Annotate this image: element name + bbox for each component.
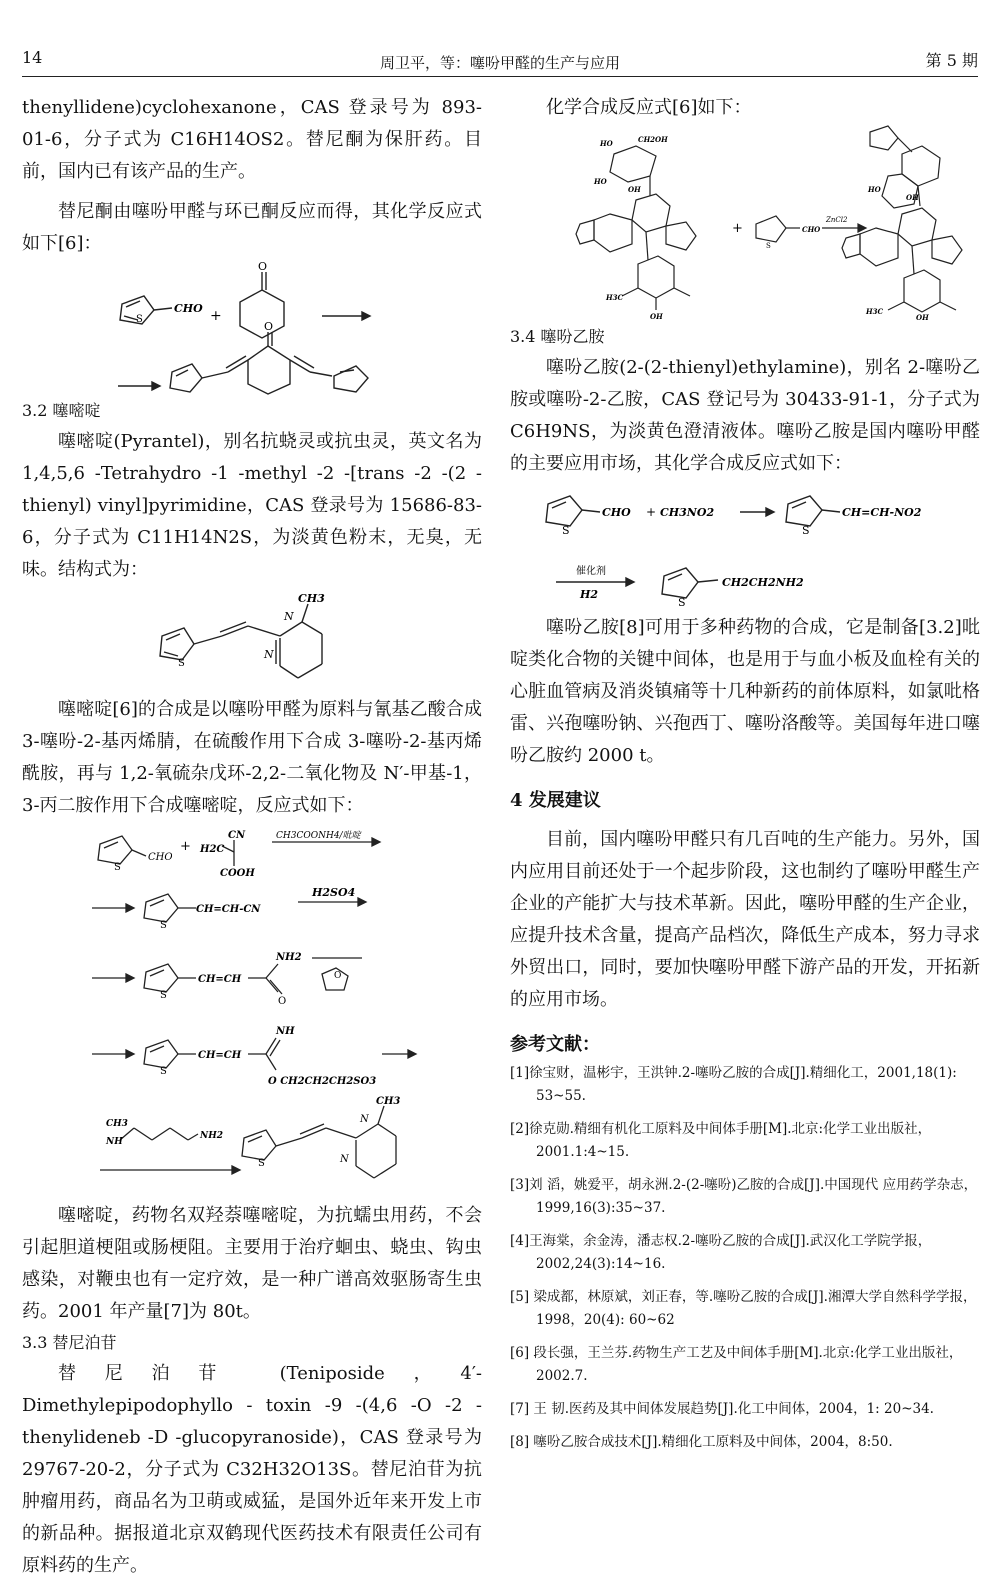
paragraph: 替尼泊苷 (Teniposide，4′-Dimethylepipodophyllo - toxin -9 -(4,6 -O -2 -thenylideneb -D -glucopyranoside)，CAS 登录号为 29767-20-2，分子式为 C32H32O13S。替尼泊苷为抗肿瘤用药，商品名为卫萌或威猛，是国外近年来开发上市的新品种。据报道北京双鹤现代医药技术有限责任公司有原料药的生产。 — [22, 1363, 482, 1576]
s-label: S — [766, 242, 771, 250]
scheme-drawing — [22, 260, 482, 396]
cn-label: CN — [228, 830, 246, 841]
left-column — [22, 92, 482, 1582]
reference-item: [7] 王 韧.医药及其中间体发展趋势[J].化工中间体，2004，1: 20~34. — [510, 1401, 934, 1417]
reaction-scheme-thienylethylamine — [510, 480, 980, 612]
reaction-scheme-teniodone — [22, 260, 482, 396]
reference-item: [8] 噻吩乙胺合成技术[J].精细化工原料及中间体，2004，8:50. — [510, 1434, 893, 1450]
plus-sign: + — [732, 221, 743, 236]
ch2ch2nh2-label: CH2CH2NH2 — [722, 576, 804, 589]
n-label: N — [264, 648, 274, 661]
section-heading-3-3: 3.3 替尼泊苷 — [22, 1333, 117, 1352]
structure-drawing — [22, 586, 482, 694]
o-label: O — [264, 320, 274, 333]
ch-cn-label: CH=CH-CN — [196, 904, 261, 915]
oh-label: OH — [906, 193, 919, 202]
ho-label: HO — [600, 139, 613, 148]
s-label: S — [160, 1066, 167, 1077]
h3c-label: H3C — [606, 293, 624, 302]
h2-label: H2 — [580, 588, 599, 601]
oh-label: OH — [650, 312, 663, 320]
o-label: O — [334, 971, 342, 981]
oh-label: OH — [628, 185, 641, 194]
paragraph: 目前，国内噻吩甲醛只有几百吨的生产能力。另外，国内应用目前还处于一个起步阶段，这也制约了噻吩甲醛生产企业的产能扩大与技术革新。因此，噻吩甲醛的生产企业，应提升技术含量，提高产品档次，降低生产成本，努力寻求外贸出口，同时，要加快噻吩甲醛下游产品的开发，开拓新的应用市场。 — [510, 829, 980, 1010]
scheme-drawing — [510, 480, 980, 612]
paragraph: 噻嘧啶，药物名双羟萘噻嘧啶，为抗蠕虫用药，不会引起胆道梗阻或肠梗阻。主要用于治疗蛔虫、蛲虫、钩虫感染，对鞭虫也有一定疗效，是一种广谱高效驱肠寄生虫药。2001 年产量[7]为 80t。 — [22, 1205, 482, 1322]
reference-item: [5] 梁成都，林原斌，刘正春，等.噻吩乙胺的合成[J].湘潭大学自然科学学报，1998，20(4): 60~62 — [510, 1289, 977, 1328]
issue-number: 第 5 期 — [925, 51, 978, 70]
cooh-label: COOH — [220, 868, 255, 879]
ch3-label: CH3 — [376, 1096, 401, 1107]
plus-sign: + — [210, 308, 222, 324]
paragraph: 噻嘧啶[6]的合成是以噻吩甲醛为原料与氰基乙酸合成 3-噻吩-2-基丙烯腈，在硫酸作用下合成 3-噻吩-2-基丙烯酰胺，再与 1,2-氧硫杂戊环-2,2-二氧化物及 N′-甲基-1，3-丙二胺作用下合成噻嘧啶，反应式如下： — [22, 699, 482, 816]
reference-list — [510, 1062, 980, 1454]
ch3-label: CH3 — [298, 592, 325, 605]
reagent-label: CH3COONH4/吡啶 — [276, 831, 361, 841]
h2c-label: H2C — [200, 844, 225, 855]
n-label: N — [284, 610, 294, 623]
o-label: O — [278, 996, 287, 1007]
plus-sign: + — [646, 505, 657, 519]
s-label: S — [802, 524, 810, 537]
cho-label: CHO — [174, 302, 203, 315]
reference-item: [6] 段长强，王兰芬.药物生产工艺及中间体手册[M].北京:化学工业出版社，2002.7. — [510, 1345, 963, 1384]
s-label: S — [160, 920, 167, 931]
ch3-label: CH3 — [106, 1119, 128, 1129]
cho-label: CHO — [802, 225, 821, 234]
ch-ch-label: CH=CH — [198, 974, 242, 985]
n-label: N — [340, 1154, 349, 1165]
s-label: S — [678, 596, 686, 609]
running-title: 周卫平，等：噻吩甲醛的生产与应用 — [379, 54, 620, 72]
reference-item: [4]王海棠，余金涛，潘志权.2-噻吩乙胺的合成[J].武汉化工学院学报，2002,24(3):14~16. — [510, 1233, 932, 1272]
ch-ch-label: CH=CH — [198, 1050, 242, 1061]
h3c-label: H3C — [866, 307, 884, 316]
zncl2-label: ZnCl2 — [826, 216, 848, 224]
sulfonate-label: O CH2CH2CH2SO3 — [268, 1076, 377, 1087]
nh-label: NH — [276, 1026, 295, 1037]
s-label: S — [114, 862, 121, 873]
ch-ch-no2-label: CH=CH-NO2 — [842, 506, 922, 519]
nh2-label: NH2 — [276, 952, 302, 963]
reaction-scheme-pyrantel — [22, 828, 482, 1200]
paragraph: 噻嘧啶(Pyrantel)，别名抗蛲灵或抗虫灵，英文名为 1,4,5,6 -Tetrahydro -1 -methyl -2 -[trans -2 -(2 -thienyl) vinyl]pyrimidine，CAS 登录号为 15686-83-6，分子式为 C11H14N2S，为淡黄色粉末，无臭，无味。结构式为： — [22, 431, 482, 580]
catalyst-label: 催化剂 — [576, 566, 606, 577]
oh-label: OH — [916, 313, 929, 320]
s-label: S — [562, 524, 570, 537]
cho-label: CHO — [602, 506, 631, 519]
paragraph: 替尼酮由噻吩甲醛与环已酮反应而得，其化学反应式如下[6]： — [22, 201, 482, 254]
page-number: 14 — [22, 48, 43, 67]
s-label: S — [178, 658, 185, 669]
reference-item: [1]徐宝财，温彬宇，王洪钟.2-噻吩乙胺的合成[J].精细化工，2001,18(1): 53~55. — [510, 1065, 957, 1104]
n-label: N — [360, 1114, 369, 1125]
scheme-drawing — [22, 828, 482, 1200]
reaction-scheme-teniposide — [510, 124, 980, 320]
reference-item: [3]刘 滔，姚爱平，胡永洲.2-(2-噻吩)乙胺的合成[J].中国现代 应用药学杂志，1999,16(3):35~37. — [510, 1177, 978, 1216]
section-heading-3-4: 3.4 噻吩乙胺 — [510, 327, 605, 346]
ch3no2-label: CH3NO2 — [660, 506, 715, 519]
nh2-label: NH2 — [200, 1131, 223, 1141]
section-heading-3-2: 3.2 噻嘧啶 — [22, 401, 101, 420]
o-label: O — [258, 260, 268, 273]
s-label: S — [160, 990, 167, 1001]
s-label: S — [136, 314, 143, 325]
scheme-drawing — [510, 124, 980, 320]
reference-item: [2]徐克勋.精细有机化工原料及中间体手册[M].北京:化学工业出版社，2001.1:4~15. — [510, 1121, 932, 1160]
paragraph: 噻吩乙胺(2-(2-thienyl)ethylamine)，别名 2-噻吩乙胺或噻吩-2-乙胺，CAS 登记号为 30433-91-1，分子式为 C6H9NS，为淡黄色澄清液体。噻吩乙胺是国内噻吩甲醛的主要应用市场，其化学合成反应式如下： — [510, 357, 980, 474]
ho-label: HO — [868, 185, 881, 194]
ch2oh-label: CH2OH — [638, 135, 668, 144]
s-label: S — [258, 1158, 265, 1169]
ho-label: HO — [594, 177, 607, 186]
paragraph: 化学合成反应式[6]如下： — [546, 97, 752, 118]
nh-label: NH — [106, 1137, 123, 1147]
h2so4-label: H2SO4 — [312, 886, 356, 899]
running-header — [22, 48, 978, 77]
pyrantel-structure — [22, 586, 482, 694]
plus-sign: + — [180, 839, 191, 854]
references-heading: 参考文献： — [510, 1034, 600, 1055]
section-heading-4: 4 发展建议 — [510, 790, 601, 811]
paragraph: 噻吩乙胺[8]可用于多种药物的合成，它是制备[3.2]吡啶类化合物的关键中间体，也是用于与血小板及血栓有关的心脏血管病及消炎镇痛等十几种新药的前体原料，如氯吡格雷、兴孢噻吩钠、兴孢西丁、噻吩洛酸等。美国每年进口噻吩乙胺约 2000 t。 — [510, 617, 980, 766]
cho-label: CHO — [148, 852, 173, 863]
right-column — [510, 92, 980, 1464]
paragraph: thenyllidene)cyclohexanone，CAS 登录号为 893-01-6，分子式为 C16H14OS2。替尼酮为保肝药。目前，国内已有该产品的生产。 — [22, 97, 482, 182]
